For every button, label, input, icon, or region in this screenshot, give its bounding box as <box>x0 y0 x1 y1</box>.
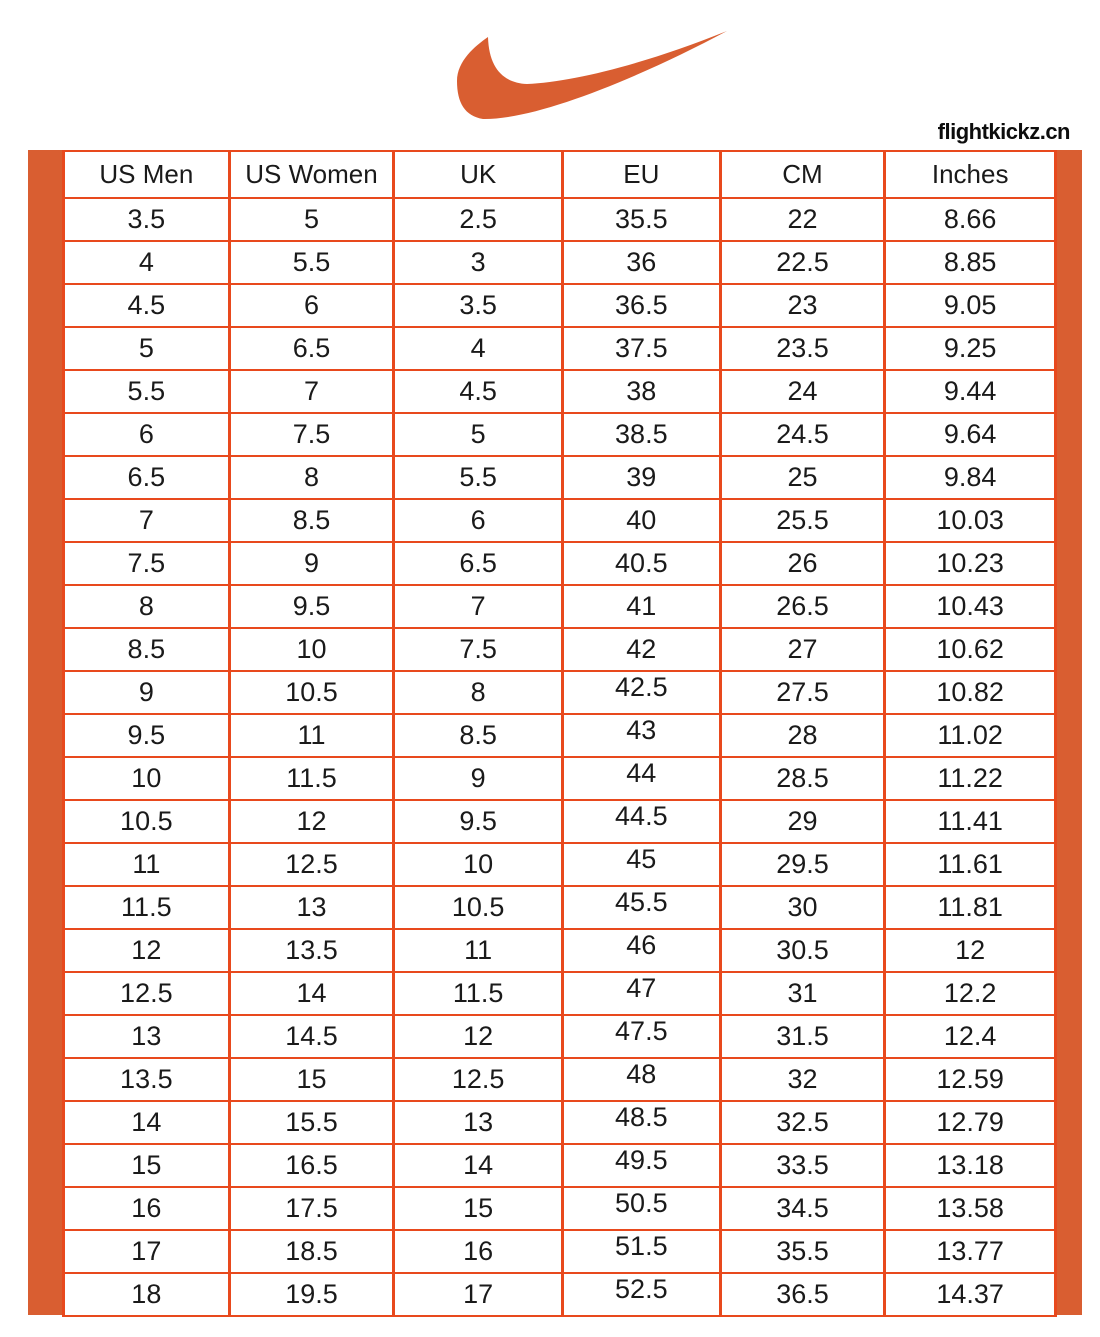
table-cell: 25.5 <box>720 499 885 542</box>
table-cell: 18.5 <box>229 1230 394 1273</box>
table-cell: 9.64 <box>885 413 1056 456</box>
table-row <box>64 1058 1056 1101</box>
table-cell: 15 <box>229 1058 394 1101</box>
table-cell: 13 <box>229 886 394 929</box>
table-cell: 32 <box>720 1058 885 1101</box>
table-cell: 8 <box>229 456 394 499</box>
table-cell: 11.5 <box>394 972 563 1015</box>
right-accent-bar <box>1057 150 1082 1315</box>
table-cell: 18 <box>64 1273 230 1316</box>
table-cell: 12.59 <box>885 1058 1056 1101</box>
table-row <box>64 456 1056 499</box>
table-cell: 23 <box>720 284 885 327</box>
table-cell: 6 <box>394 499 563 542</box>
table-cell: 4 <box>394 327 563 370</box>
table-cell: 7 <box>229 370 394 413</box>
table-cell: 12.5 <box>394 1058 563 1101</box>
table-row <box>64 1101 1056 1144</box>
table-cell: 7.5 <box>64 542 230 585</box>
table-cell: 45.5 <box>562 886 720 929</box>
table-row <box>64 671 1056 714</box>
table-cell: 42.5 <box>562 671 720 714</box>
table-row <box>64 843 1056 886</box>
table-cell: 11.5 <box>229 757 394 800</box>
table-row <box>64 714 1056 757</box>
table-cell: 11.41 <box>885 800 1056 843</box>
table-cell: 10 <box>394 843 563 886</box>
table-cell: 7 <box>394 585 563 628</box>
table-cell: 12 <box>394 1015 563 1058</box>
table-cell: 35.5 <box>720 1230 885 1273</box>
table-cell: 41 <box>562 585 720 628</box>
table-cell: 10.5 <box>394 886 563 929</box>
table-cell: 5.5 <box>394 456 563 499</box>
table-cell: 46 <box>562 929 720 972</box>
table-cell: 30 <box>720 886 885 929</box>
column-header-eu: EU <box>562 151 720 198</box>
table-cell: 12 <box>885 929 1056 972</box>
table-cell: 7.5 <box>394 628 563 671</box>
table-cell: 44 <box>562 757 720 800</box>
table-cell: 25 <box>720 456 885 499</box>
table-cell: 49.5 <box>562 1144 720 1187</box>
table-cell: 12.5 <box>64 972 230 1015</box>
table-cell: 10.43 <box>885 585 1056 628</box>
table-cell: 16 <box>64 1187 230 1230</box>
table-cell: 3.5 <box>64 198 230 241</box>
table-cell: 16.5 <box>229 1144 394 1187</box>
table-cell: 12.79 <box>885 1101 1056 1144</box>
table-row <box>64 585 1056 628</box>
column-header-us-women: US Women <box>229 151 394 198</box>
table-cell: 8.5 <box>64 628 230 671</box>
table-cell: 48 <box>562 1058 720 1101</box>
table-row <box>64 198 1056 241</box>
table-cell: 27.5 <box>720 671 885 714</box>
table-cell: 33.5 <box>720 1144 885 1187</box>
table-cell: 9.25 <box>885 327 1056 370</box>
table-row <box>64 800 1056 843</box>
table-cell: 10.5 <box>229 671 394 714</box>
table-cell: 2.5 <box>394 198 563 241</box>
table-row <box>64 972 1056 1015</box>
table-cell: 47.5 <box>562 1015 720 1058</box>
table-cell: 11.22 <box>885 757 1056 800</box>
table-cell: 13.5 <box>229 929 394 972</box>
table-cell: 29.5 <box>720 843 885 886</box>
table-cell: 10 <box>64 757 230 800</box>
size-chart-table <box>62 150 1057 1317</box>
table-cell: 23.5 <box>720 327 885 370</box>
table-cell: 34.5 <box>720 1187 885 1230</box>
table-cell: 22.5 <box>720 241 885 284</box>
column-header-us-men: US Men <box>64 151 230 198</box>
table-row <box>64 1015 1056 1058</box>
table-row <box>64 628 1056 671</box>
table-cell: 14.5 <box>229 1015 394 1058</box>
table-cell: 29 <box>720 800 885 843</box>
table-cell: 31 <box>720 972 885 1015</box>
table-cell: 4 <box>64 241 230 284</box>
table-cell: 6 <box>229 284 394 327</box>
table-cell: 6 <box>64 413 230 456</box>
size-chart <box>28 150 1082 1315</box>
table-cell: 48.5 <box>562 1101 720 1144</box>
table-cell: 10.5 <box>64 800 230 843</box>
table-row <box>64 757 1056 800</box>
table-cell: 51.5 <box>562 1230 720 1273</box>
table-cell: 11.02 <box>885 714 1056 757</box>
table-cell: 8.5 <box>394 714 563 757</box>
table-cell: 36.5 <box>562 284 720 327</box>
table-cell: 4.5 <box>394 370 563 413</box>
table-row <box>64 1273 1056 1316</box>
table-cell: 8.85 <box>885 241 1056 284</box>
table-cell: 17 <box>64 1230 230 1273</box>
table-row <box>64 542 1056 585</box>
table-cell: 14 <box>394 1144 563 1187</box>
table-cell: 38 <box>562 370 720 413</box>
table-cell: 42 <box>562 628 720 671</box>
table-cell: 13.58 <box>885 1187 1056 1230</box>
table-cell: 3 <box>394 241 563 284</box>
table-cell: 8.5 <box>229 499 394 542</box>
table-cell: 14 <box>64 1101 230 1144</box>
column-header-uk: UK <box>394 151 563 198</box>
table-cell: 17.5 <box>229 1187 394 1230</box>
table-cell: 9 <box>64 671 230 714</box>
table-cell: 9 <box>394 757 563 800</box>
table-row <box>64 929 1056 972</box>
table-cell: 36.5 <box>720 1273 885 1316</box>
table-cell: 8 <box>64 585 230 628</box>
table-cell: 11 <box>394 929 563 972</box>
table-cell: 27 <box>720 628 885 671</box>
table-cell: 12 <box>229 800 394 843</box>
table-cell: 11.61 <box>885 843 1056 886</box>
table-row <box>64 499 1056 542</box>
nike-swoosh-icon <box>455 28 727 120</box>
table-cell: 40.5 <box>562 542 720 585</box>
table-row <box>64 284 1056 327</box>
table-row <box>64 886 1056 929</box>
table-row <box>64 241 1056 284</box>
table-cell: 45 <box>562 843 720 886</box>
table-cell: 17 <box>394 1273 563 1316</box>
table-cell: 5.5 <box>64 370 230 413</box>
table-cell: 7 <box>64 499 230 542</box>
left-accent-bar <box>28 150 62 1315</box>
table-row <box>64 370 1056 413</box>
table-cell: 44.5 <box>562 800 720 843</box>
table-cell: 28 <box>720 714 885 757</box>
table-cell: 9 <box>229 542 394 585</box>
table-cell: 12.2 <box>885 972 1056 1015</box>
header-row <box>64 151 1056 198</box>
table-cell: 14.37 <box>885 1273 1056 1316</box>
watermark-text: flightkickz.cn <box>937 119 1070 144</box>
table-cell: 5 <box>394 413 563 456</box>
table-cell: 7.5 <box>229 413 394 456</box>
table-cell: 24 <box>720 370 885 413</box>
table-row <box>64 327 1056 370</box>
table-cell: 14 <box>229 972 394 1015</box>
table-cell: 15 <box>64 1144 230 1187</box>
table-cell: 47 <box>562 972 720 1015</box>
table-cell: 13 <box>394 1101 563 1144</box>
table-row <box>64 413 1056 456</box>
table-cell: 9.5 <box>394 800 563 843</box>
table-cell: 10 <box>229 628 394 671</box>
table-cell: 6.5 <box>229 327 394 370</box>
table-cell: 9.5 <box>64 714 230 757</box>
table-cell: 38.5 <box>562 413 720 456</box>
table-cell: 13 <box>64 1015 230 1058</box>
table-cell: 32.5 <box>720 1101 885 1144</box>
table-cell: 4.5 <box>64 284 230 327</box>
table-cell: 12.4 <box>885 1015 1056 1058</box>
table-cell: 30.5 <box>720 929 885 972</box>
table-cell: 13.5 <box>64 1058 230 1101</box>
table-cell: 11.81 <box>885 886 1056 929</box>
table-cell: 12.5 <box>229 843 394 886</box>
table-cell: 10.03 <box>885 499 1056 542</box>
table-cell: 13.77 <box>885 1230 1056 1273</box>
table-cell: 9.44 <box>885 370 1056 413</box>
table-cell: 10.23 <box>885 542 1056 585</box>
table-cell: 50.5 <box>562 1187 720 1230</box>
table-cell: 26 <box>720 542 885 585</box>
table-cell: 9.05 <box>885 284 1056 327</box>
table-cell: 31.5 <box>720 1015 885 1058</box>
table-cell: 28.5 <box>720 757 885 800</box>
table-cell: 15.5 <box>229 1101 394 1144</box>
table-cell: 37.5 <box>562 327 720 370</box>
table-cell: 35.5 <box>562 198 720 241</box>
table-cell: 6.5 <box>394 542 563 585</box>
table-cell: 8.66 <box>885 198 1056 241</box>
table-cell: 3.5 <box>394 284 563 327</box>
table-cell: 9.5 <box>229 585 394 628</box>
table-cell: 39 <box>562 456 720 499</box>
table-cell: 11.5 <box>64 886 230 929</box>
table-cell: 5 <box>64 327 230 370</box>
table-row <box>64 1144 1056 1187</box>
table-cell: 19.5 <box>229 1273 394 1316</box>
column-header-cm: CM <box>720 151 885 198</box>
table-cell: 6.5 <box>64 456 230 499</box>
table-cell: 11 <box>229 714 394 757</box>
table-cell: 22 <box>720 198 885 241</box>
column-header-inches: Inches <box>885 151 1056 198</box>
table-cell: 5 <box>229 198 394 241</box>
table-cell: 36 <box>562 241 720 284</box>
table-cell: 24.5 <box>720 413 885 456</box>
table-cell: 9.84 <box>885 456 1056 499</box>
table-cell: 15 <box>394 1187 563 1230</box>
table-cell: 26.5 <box>720 585 885 628</box>
table-cell: 13.18 <box>885 1144 1056 1187</box>
table-cell: 12 <box>64 929 230 972</box>
table-cell: 8 <box>394 671 563 714</box>
table-cell: 52.5 <box>562 1273 720 1316</box>
table-cell: 10.62 <box>885 628 1056 671</box>
table-cell: 5.5 <box>229 241 394 284</box>
table-cell: 10.82 <box>885 671 1056 714</box>
table-cell: 43 <box>562 714 720 757</box>
table-cell: 11 <box>64 843 230 886</box>
table-cell: 40 <box>562 499 720 542</box>
table-row <box>64 1230 1056 1273</box>
table-cell: 16 <box>394 1230 563 1273</box>
table-row <box>64 1187 1056 1230</box>
